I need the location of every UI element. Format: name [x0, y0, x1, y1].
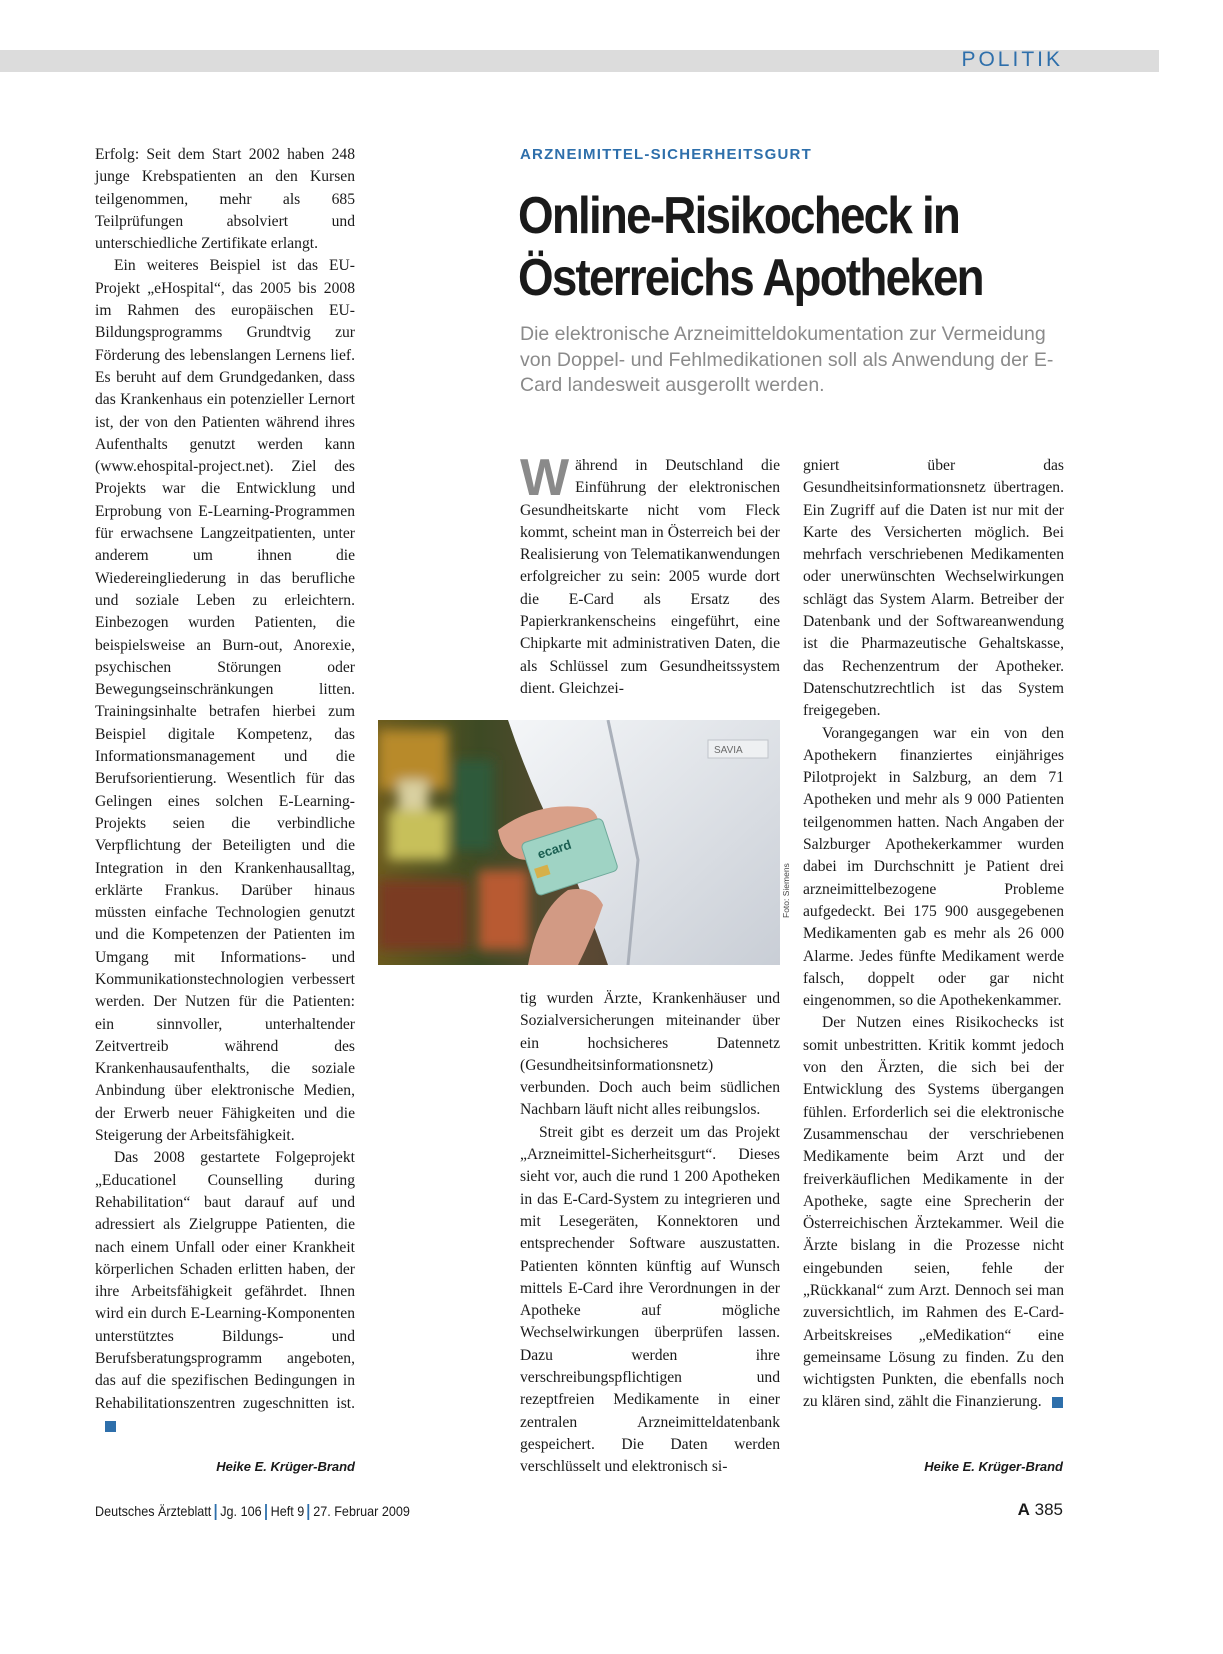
middle-paragraph: Streit gibt es derzeit um das Projekt „Arzneimittel-Sicherheitsgurt“. Dieses sieht vor, auch die rund 1 200 Apotheken in das E-Card-System zu integrieren und mit Lesegeräten, Konnektoren und entsprechender Software auszustatten. Patienten könnten künftig auf Wunsch mittels E-Card ihre Verordnungen in der Apotheke auf mögliche Wechselwirkungen überprüfen lassen. Dazu werden ihre verschreibungspflichtigen und rezeptfreien Medikamente in einer zentralen Arzneimitteldatenbank gespeichert. Die Daten werden verschlüsselt und elektronisch si-	[520, 1123, 780, 1476]
footer-separator	[215, 1504, 217, 1520]
ecard-text: ecard	[535, 836, 574, 862]
left-column	[95, 144, 355, 1437]
footer-issue: Heft 9	[270, 1503, 305, 1519]
page-number	[1018, 1500, 1063, 1520]
right-paragraph-text: Der Nutzen eines Risikochecks ist somit unbestritten. Kritik kommt jedoch von den Ärzten, die sich bei der Entwicklung des Systems übergangen fühlen. Erforderlich sei die elektronische Zusammenschau der verschriebenen Medikamente beim Arzt und der freiverkäuflichen Medikamente in der Apotheke, sagte eine Sprecherin der Österreichischen Ärztekammer. Weil die Ärzte bislang in die Prozesse nicht eingebunden seien, fehle der „Rückkanal“ zum Arzt. Dennoch sei man zuversichtlich, im Rahmen des E-Card-Arbeitskreises „eMedikation“ eine gemeinsame Lösung zu finden. Zu den wichtigsten Punkten, die ebenfalls noch zu klären sind, zählt die Finanzierung.	[803, 1014, 1064, 1411]
coat-badge-text: SAVIA	[714, 745, 743, 756]
end-of-article-mark	[105, 1421, 116, 1432]
right-paragraph: Vorangegangen war ein von den Apothekern finanziertes einjähriges Pilotprojekt in Salzburg, an dem 71 Apotheken und mehr als 9 000 Patienten teilgenommen hatten. Nach Angaben der Salzburger Apothekerkammer wurden dabei im Durchschnitt je Patient drei arzneimittelbezogene Probleme aufgedeckt. Bei 175 900 ausgegebenen Medikamenten gab es mehr als 26 000 Alarme. Jedes fünfte Medikament werde falsch, doppelt oder gar nicht eingenommen, so die Apothekenkammer.	[803, 724, 1064, 1010]
footer-citation	[95, 1503, 410, 1520]
right-paragraph: gniert über das Gesundheitsinformationsnetz übertragen. Ein Zugriff auf die Daten ist nur mit der Karte des Versicherten möglich. Bei mehrfach verschriebenen Medikamenten oder unerwünschten Wechselwirkungen schlägt das System Alarm. Betreiber der Datenbank und der Softwareanwendung ist die Pharmazeutische Gehaltskasse, das Rechenzentrum der Apotheker. Datenschutzrechtlich ist das System freigegeben.	[803, 457, 1064, 720]
article-kicker: ARZNEIMITTEL-SICHERHEITSGURT	[520, 146, 812, 163]
left-paragraph: Ein weiteres Beispiel ist das EU-Projekt „eHospital“, das 2005 bis 2008 im Rahmen des europäischen EU-Bildungsprogramms Grundtvig zur Förderung des lebenslangen Lernens lief. Es beruht auf dem Grundgedanken, dass das Krankenhaus ein potenzieller Lernort ist, der von den Patienten während ihres Aufenthalts genutzt werden kann (www.ehospital-project.net). Ziel des Projekts war die Entwicklung und Erprobung von E-Learning-Programmen für erwachsene Langzeitpatienten, unter anderem um ihnen die Wiedereingliederung in das berufliche und soziale Leben zu erleichtern. Einbezogen wurden Patienten, die beispielsweise an Burn-out, Anorexie, psychischen Störungen oder Bewegungseinschränkungen litten. Trainingsinhalte betrafen hierbei zum Beispiel digitale Kompetenz, das Informationsmanagement und die Berufsorientierung. Wesentlich für das Gelingen eines solchen E-Learning-Projekts seien die verbindliche Verpflichtung der Beteiligten und die Integration in den Krankenhausalltag, erklärte Frankus. Darüber hinaus müssten einfache Technologien genutzt und die Kompetenzen der Patienten im Umgang mit Informations- und Kommunikationstechnologien verbessert werden. Der Nutzen für die Patienten: ein sinnvoller, unterhaltender Zeitvertreib während des Krankenhausaufenthalts, die soziale Anbindung über elektronische Medien, der Erwerb neuer Fähigkeiten und die Steigerung der Arbeitsfähigkeit.	[95, 257, 355, 1145]
left-paragraph	[95, 1147, 355, 1437]
middle-paragraph: tig wurden Ärzte, Krankenhäuser und Sozialversicherungen miteinander über ein hochsicheres Datennetz (Gesundheitsinformationsnetz) verbunden. Doch auch beim südlichen Nachbarn läuft nicht alles reibungslos.	[520, 990, 780, 1119]
left-paragraph: Erfolg: Seit dem Start 2002 haben 248 junge Krebspatienten an den Kursen teilgenommen, mehr als 685 Teilprüfungen absolviert und unterschiedliche Zertifikate erlangt.	[95, 146, 355, 253]
footer-volume: Jg. 106	[220, 1503, 262, 1519]
middle-column-top	[520, 449, 780, 700]
page-number-value: 385	[1034, 1500, 1063, 1519]
article-photo	[378, 720, 780, 965]
lead-paragraph	[520, 449, 780, 700]
article-subline: Die elektronische Arzneimitteldokumentation zur Vermeidung von Doppel- und Fehlmedikationen soll als Anwendung der E-Card landesweit ausgerollt werden.	[520, 323, 1054, 396]
footer-separator	[308, 1504, 310, 1520]
right-paragraph	[803, 1012, 1064, 1413]
drop-cap: W	[520, 449, 570, 507]
headline-line-2: Österreichs Apotheken	[518, 249, 983, 307]
photo-credit: Foto: Siemens	[781, 863, 791, 918]
left-author: Heike E. Krüger-Brand	[216, 1459, 355, 1474]
right-column	[803, 455, 1064, 1414]
footer-separator	[265, 1504, 267, 1520]
end-of-article-mark	[1052, 1397, 1063, 1408]
left-paragraph-text: Das 2008 gestartete Folgeprojekt „Educationel Counselling during Rehabilitation“ baut darauf auf und adressiert als Zielgruppe Patienten, die nach einem Unfall oder einer Krankheit körperlichen Schaden erlitten haben, der ihre Arbeitsfähigkeit gefährdet. Ihnen wird ein durch E-Learning-Komponenten unterstütztes Bildungs- und Berufsberatungsprogramm angeboten, das auf die spezifischen Bedingungen in Rehabilitationszentren zugeschnitten ist.	[95, 1149, 355, 1412]
article-headline	[518, 185, 1011, 309]
photo-illustration	[378, 720, 780, 965]
page-prefix: A	[1017, 1500, 1030, 1519]
footer-date: 27. Februar 2009	[313, 1503, 410, 1519]
footer-journal: Deutsches Ärzteblatt	[95, 1503, 212, 1519]
section-label: POLITIK	[961, 48, 1063, 71]
headline-line-1: Online-Risikocheck in	[518, 187, 960, 245]
middle-column-bottom	[520, 988, 780, 1479]
lead-text: ährend in Deutschland die Einführung der elektronischen Gesundheitskarte nicht vom Fleck kommt, scheint man in Österreich bei der Realisierung von Telematikanwendungen erfolgreicher zu sein: 2005 wurde dort die E-Card als Ersatz des Papierkrankenscheins eingeführt, eine Chipkarte mit administrativen Daten, die als Schlüssel zum Gesundheitssystem dient. Gleichzei-	[520, 457, 780, 697]
article-author: Heike E. Krüger-Brand	[924, 1459, 1063, 1474]
